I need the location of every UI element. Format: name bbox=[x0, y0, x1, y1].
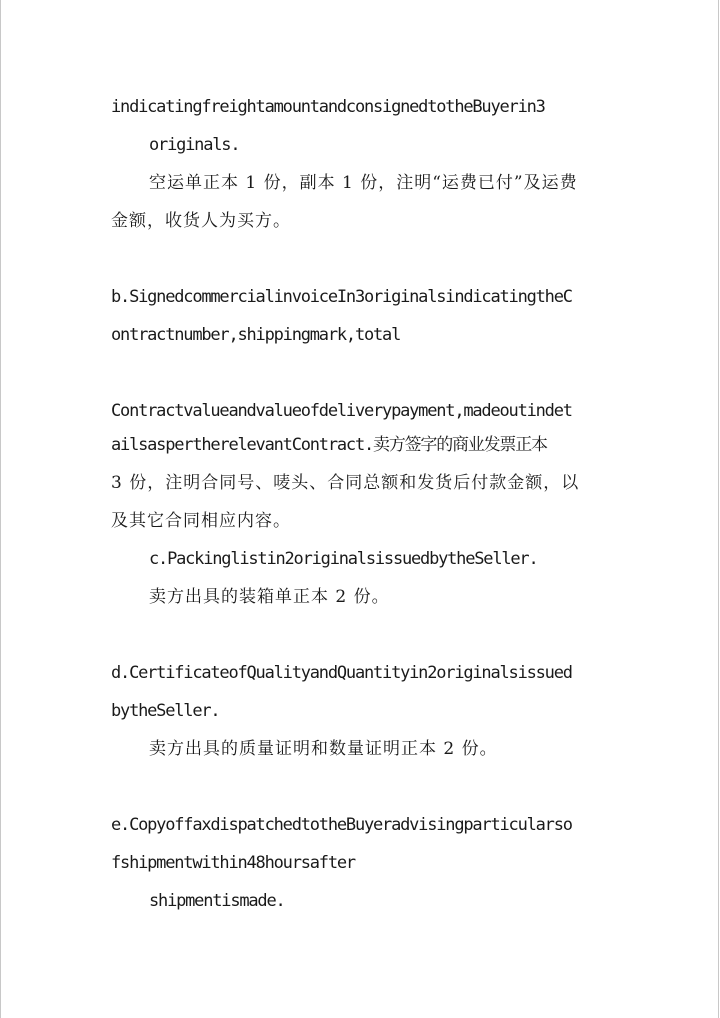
text-line: 卖方出具的装箱单正本 2 份。 bbox=[149, 587, 390, 607]
text-line: 卖方出具的质量证明和数量证明正本 2 份。 bbox=[149, 739, 498, 759]
text-line: 3 份，注明合同号、唛头、合同总额和发货后付款金额，以 bbox=[111, 473, 580, 493]
text-line: bytheSeller. bbox=[111, 701, 220, 721]
text-line: Contractvalueandvalueofdeliverypayment,madeoutindet bbox=[111, 401, 572, 421]
text-line: indicatingfreightamountandconsignedtotheBuyerin3 bbox=[111, 97, 545, 117]
text-line: 金额，收货人为买方。 bbox=[111, 211, 291, 231]
text-line: e.CopyoffaxdispatchedtotheBuyeradvisingparticularso bbox=[111, 815, 572, 835]
text-line: ailsaspertherelevantContract.卖方签字的商业发票正本 bbox=[111, 435, 547, 455]
text-line: fshipmentwithin48hoursafter bbox=[111, 853, 355, 873]
text-line: 空运单正本 1 份，副本 1 份，注明“运费已付”及运费 bbox=[149, 173, 578, 193]
text-line: c.Packinglistin2originalsissuedbytheSeller. bbox=[149, 549, 538, 569]
text-line: d.CertificateofQualityandQuantityin2originalsissued bbox=[111, 663, 572, 683]
text-line: originals. bbox=[149, 135, 240, 155]
text-line: b.SignedcommercialinvoiceIn3originalsindicatingtheC bbox=[111, 287, 572, 307]
text-line: 及其它合同相应内容。 bbox=[111, 511, 291, 531]
text-line: ontractnumber,shippingmark,total bbox=[111, 325, 401, 345]
text-line: shipmentismade. bbox=[149, 891, 285, 911]
